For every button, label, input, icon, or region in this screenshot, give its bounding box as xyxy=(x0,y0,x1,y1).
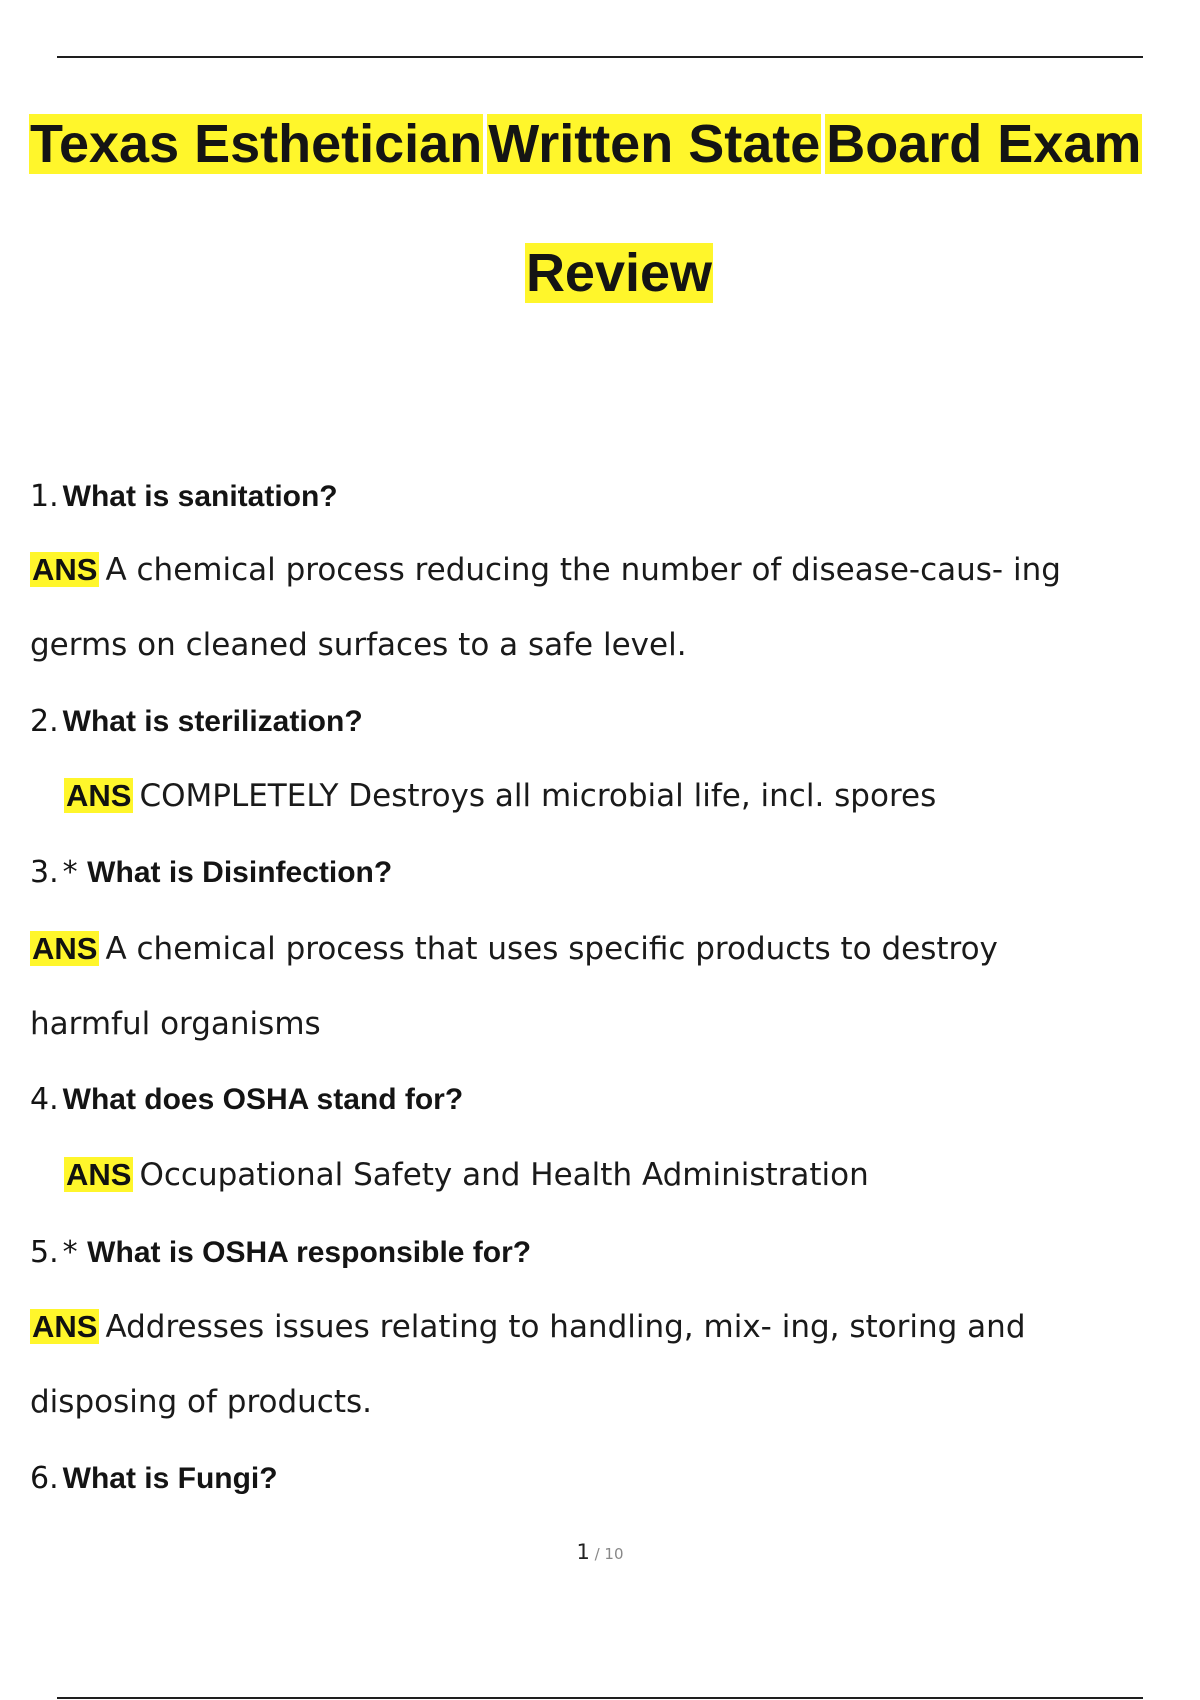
question-2 xyxy=(30,702,363,742)
answer-1 xyxy=(30,550,1061,590)
answer-text: Occupational Safety and Health Administration xyxy=(139,1157,869,1193)
bottom-rule xyxy=(57,1697,1143,1699)
answer-5 xyxy=(30,1307,1026,1347)
answer-text: A chemical process that uses specific products to destroy xyxy=(105,931,998,967)
title-word-3: Board Exam xyxy=(826,114,1142,174)
answer-1-continuation: germs on cleaned surfaces to a safe level. xyxy=(30,627,687,663)
answer-4 xyxy=(64,1155,869,1195)
question-6 xyxy=(30,1459,278,1499)
question-text: What is Disinfection? xyxy=(87,856,393,889)
answer-3-continuation: harmful organisms xyxy=(30,1006,321,1042)
question-number: 1. xyxy=(30,479,59,514)
ans-tag: ANS xyxy=(66,778,132,813)
page-total: / 10 xyxy=(589,1545,624,1563)
document-title-line-2 xyxy=(19,240,1200,306)
question-text: What does OSHA stand for? xyxy=(62,1083,464,1116)
top-rule xyxy=(57,56,1143,58)
question-4 xyxy=(30,1080,463,1120)
ans-tag: ANS xyxy=(32,1309,98,1344)
title-review: Review xyxy=(525,243,713,303)
question-1 xyxy=(30,477,338,517)
question-text: What is OSHA responsible for? xyxy=(87,1236,532,1269)
answer-5-continuation: disposing of products. xyxy=(30,1384,372,1420)
question-number: 5. xyxy=(30,1235,59,1270)
ans-tag: ANS xyxy=(32,931,98,966)
answer-2 xyxy=(64,776,936,816)
answer-text: A chemical process reducing the number of disease-caus- ing xyxy=(105,552,1061,588)
question-number: 6. xyxy=(30,1461,59,1496)
answer-3 xyxy=(30,929,998,969)
document-title-line-1 xyxy=(29,111,1200,177)
title-word-1: Texas Esthetician xyxy=(30,114,483,174)
ans-tag: ANS xyxy=(32,552,98,587)
question-text: What is sanitation? xyxy=(62,480,338,513)
question-5 xyxy=(30,1233,531,1273)
question-number: 2. xyxy=(30,704,59,739)
ans-tag: ANS xyxy=(66,1157,132,1192)
question-number: 4. xyxy=(30,1082,59,1117)
question-text: What is Fungi? xyxy=(62,1462,278,1495)
question-number: 3. xyxy=(30,855,59,890)
title-word-2: Written State xyxy=(488,114,821,174)
page-number xyxy=(0,1540,1200,1564)
question-3 xyxy=(30,853,392,893)
question-text: What is sterilization? xyxy=(62,705,363,738)
page-current: 1 xyxy=(576,1540,590,1564)
answer-text: Addresses issues relating to handling, mix- ing, storing and xyxy=(105,1309,1026,1345)
answer-text: COMPLETELY Destroys all microbial life, incl. spores xyxy=(139,778,937,814)
question-star: * xyxy=(62,855,88,890)
question-star: * xyxy=(62,1235,88,1270)
